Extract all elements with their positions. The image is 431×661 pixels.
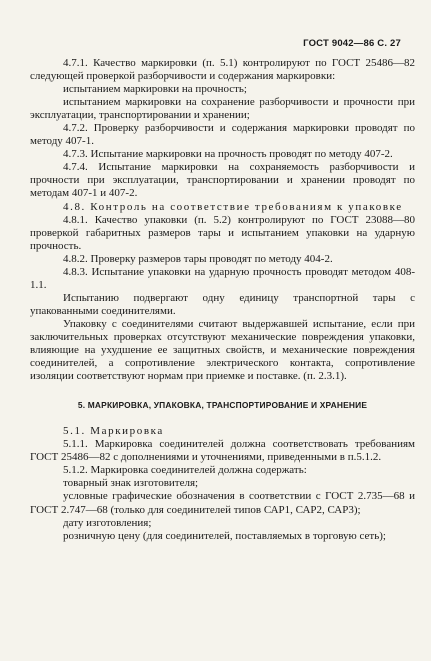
paragraph-test-sample: Испытанию подвергают одну единицу транспортной тары с упакованными соединителями. xyxy=(30,291,415,317)
paragraph-5-1-1: 5.1.1. Маркировка соединителей должна соответствовать требованиям ГОСТ 25486—82 с дополнениями и уточнениями, приведенными в п.5.1.2. xyxy=(30,438,415,464)
list-item: товарный знак изготовителя; xyxy=(63,477,199,490)
paragraph-4-8-1: 4.8.1. Качество упаковки (п. 5.2) контролируют по ГОСТ 23088—80 проверкой габаритных размеров тары и испытанием упаковки на ударную прочность. xyxy=(30,213,415,252)
paragraph-4-8-2: 4.8.2. Проверку размеров тары проводят по методу 404-2. xyxy=(63,252,333,265)
page-header: ГОСТ 9042—86 С. 27 xyxy=(303,38,401,49)
paragraph-4-7-1: 4.7.1. Качество маркировки (п. 5.1) контролируют по ГОСТ 25486—82 следующей проверкой разборчивости и содержания маркировки: xyxy=(30,57,415,83)
subsection-heading-4-8: 4.8. Контроль на соответствие требованиям к упаковке xyxy=(63,200,403,213)
paragraph-4-8-3: 4.8.3. Испытание упаковки на ударную прочность проводят методом 408-1.1. xyxy=(30,265,415,291)
list-item: испытанием маркировки на сохранение разборчивости и прочности при эксплуатации, транспортировании и хранении; xyxy=(30,96,415,122)
paragraph-acceptance: Упаковку с соединителями считают выдержавшей испытание, если при заключительных проверках отсутствуют механические повреждения упаковки, влияющие на ухудшение ее защитных свойств, и механические повреждения соединителей, а сопротивление электрического контакта, сопротивление изоляции соответствуют нормам при приемке и поставке. (п. 2.3.1). xyxy=(30,317,415,383)
list-item: дату изготовления; xyxy=(63,516,152,529)
list-item: условные графические обозначения в соответствии с ГОСТ 2.735—68 и ГОСТ 2.747—68 (только для соединителей типов САР1, САР2, САР3); xyxy=(30,490,415,516)
section-title: 5. МАРКИРОВКА, УПАКОВКА, ТРАНСПОРТИРОВАНИЕ И ХРАНЕНИЕ xyxy=(77,400,368,411)
paragraph-4-7-2: 4.7.2. Проверку разборчивости и содержания маркировки проводят по методу 407-1. xyxy=(30,122,415,148)
list-item: розничную цену (для соединителей, поставляемых в торговую сеть); xyxy=(63,529,386,542)
paragraph-5-1-2: 5.1.2. Маркировка соединителей должна содержать: xyxy=(63,464,307,477)
paragraph-4-7-3: 4.7.3. Испытание маркировки на прочность проводят по методу 407-2. xyxy=(63,148,393,161)
document-body xyxy=(30,57,415,543)
subsection-heading-5-1: 5.1. Маркировка xyxy=(63,425,164,438)
paragraph-4-7-4: 4.7.4. Испытание маркировки на сохраняемость разборчивости и прочности при эксплуатации, транспортировании и хранении проводят по методам 407-1 и 407-2. xyxy=(30,161,415,200)
list-item: испытанием маркировки на прочность; xyxy=(63,83,247,96)
